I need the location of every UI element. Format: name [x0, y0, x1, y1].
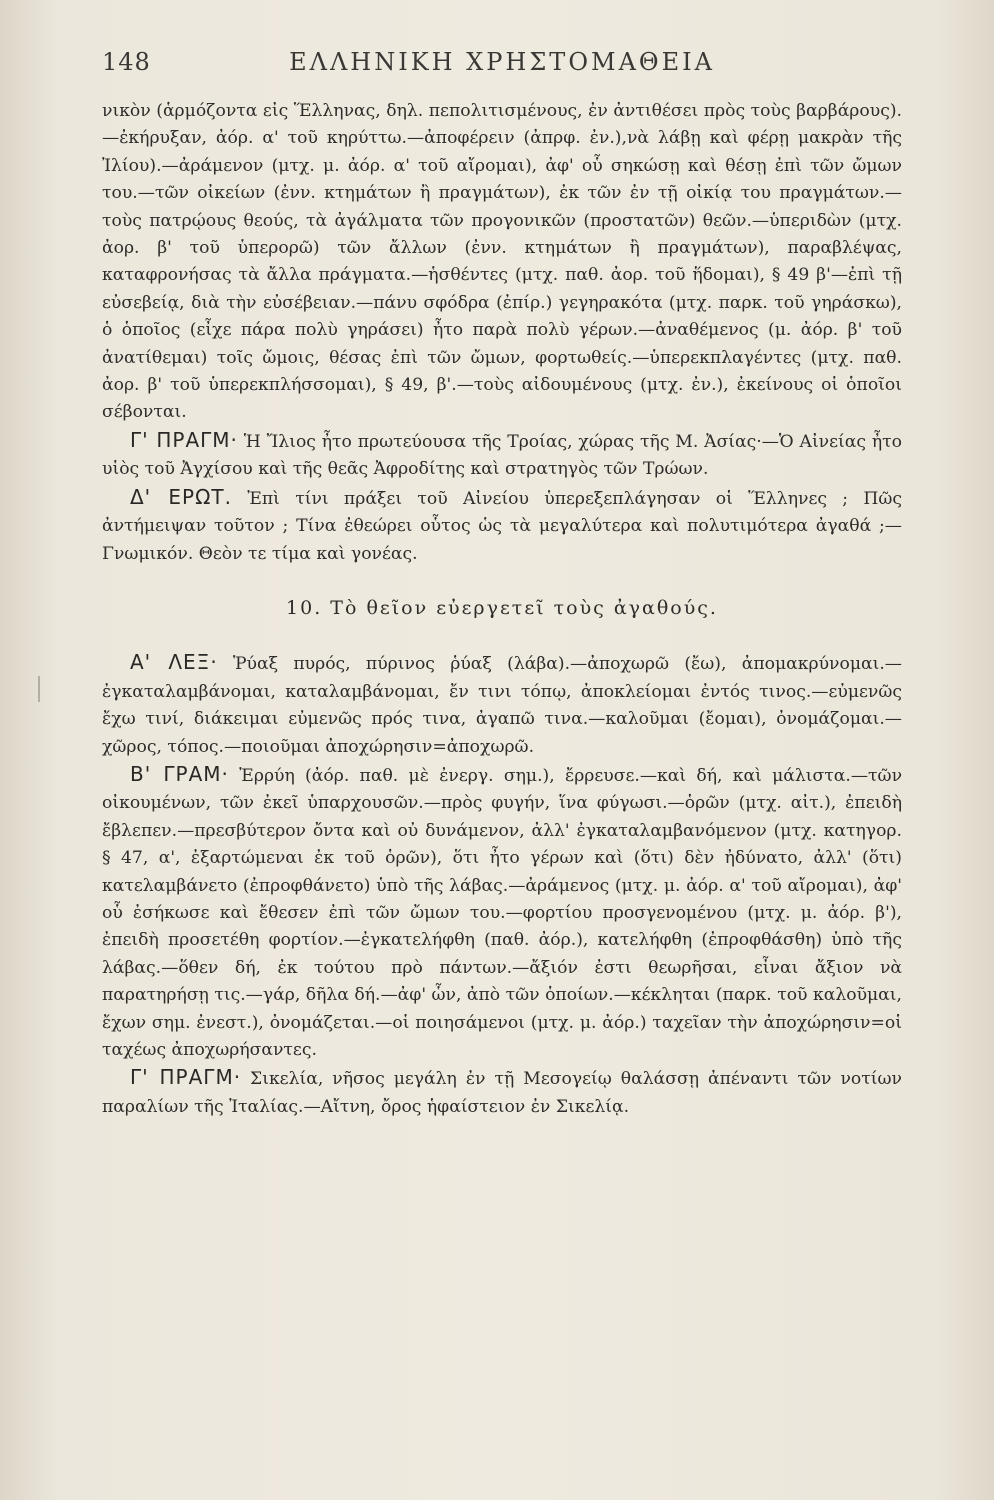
paragraph-questions: [102, 484, 902, 568]
running-title: ΕΛΛΗΝΙΚΗ ΧΡΗΣΤΟΜΑΘΕΙΑ: [289, 48, 715, 76]
paragraph-pragmatic-notes-1: [102, 427, 902, 484]
lex-text: Ῥύαξ πυρός, πύρινος ῥύαξ (λάβα).—ἀποχωρῶ (ἔω), ἀπομακρύνομαι.—ἐγκαταλαμβάνομαι, καταλαμβάνομαι, ἔν τινι τόπῳ, ἀποκλείομαι ἐντός τινος.—εὐμενῶς ἔχω τινί, διάκειμαι εὐμενῶς πρός τινα, ἀγαπῶ τινα.—καλοῦμαι (ἔομαι), ὀνομάζομαι.—χῶρος, τόπος.—ποιοῦμαι ἀποχώρησιν=ἀποχωρῶ.: [102, 654, 902, 757]
pragm-text-2: Σικελία, νῆσος μεγάλη ἐν τῇ Μεσογείῳ θαλάσσῃ ἀπέναντι τῶν νοτίων παραλίων τῆς Ἰταλίας.—Αἴτνη, ὄρος ἡφαίστειον ἐν Σικελίᾳ.: [102, 1069, 902, 1117]
paragraph-pragmatic-notes-2: [102, 1064, 902, 1121]
paragraph-lexical-notes: [102, 649, 902, 761]
paragraph-continued-notes: νικὸν (ἁρμόζοντα εἰς Ἕλληνας, δηλ. πεπολιτισμένους, ἐν ἀντιθέσει πρὸς τοὺς βαρβάρους).—ἐκήρυξαν, ἀόρ. α' τοῦ κηρύττω.—ἀποφέρειν (ἀπρφ. ἐν.),νὰ λάβῃ καὶ φέρῃ μακρὰν τῆς Ἰλίου).—ἀράμενον (μτχ. μ. ἀόρ. α' τοῦ αἴρομαι), ἀφ' οὗ σηκώσῃ καὶ θέσῃ ἐπὶ τῶν ὤμων του.—τῶν οἰκείων (ἐνν. κτημάτων ἢ πραγμάτων), ἐκ τῶν ἐν τῇ οἰκίᾳ του πραγμάτων.—τοὺς πατρῴους θεούς, τὰ ἀγάλματα τῶν προγονικῶν (προστατῶν) θεῶν.—ὑπεριδὼν (μτχ. ἀορ. β' τοῦ ὑπερορῶ) τῶν ἄλλων (ἐνν. κτημάτων ἢ πραγμάτων), παραβλέψας, καταφρονήσας τὰ ἄλλα πράγματα.—ἡσθέντες (μτχ. παθ. ἀορ. τοῦ ἥδομαι), § 49 β'—ἐπὶ τῇ εὐσεβείᾳ, διὰ τὴν εὐσέβειαν.—πάνυ σφόδρα (ἐπίρ.) γεγηρακότα (μτχ. παρκ. τοῦ γηράσκω), ὁ ὁποῖος (εἶχε πάρα πολὺ γηράσει) ἦτο παρὰ πολὺ γέρων.—ἀναθέμενος (μ. ἀόρ. β' τοῦ ἀνατίθεμαι) τοῖς ὤμοις, θέσας ἐπὶ τῶν ὤμων, φορτωθείς.—ὑπερεκπλαγέντες (μτχ. παθ. ἀορ. β' τοῦ ὑπερεκπλήσσομαι), § 49, β'.—τοὺς αἰδουμένους (μτχ. ἐν.), ἐκείνους οἱ ὁποῖοι σέβονται.: [102, 101, 902, 423]
section-label-erot: Δ' ΕΡΩΤ.: [130, 484, 232, 509]
page-header: [102, 48, 902, 88]
erot-text: Ἐπὶ τίνι πράξει τοῦ Αἰνείου ὑπερεξεπλάγησαν οἱ Ἕλληνες ; Πῶς ἀντήμειψαν τοῦτον ; Τίνα ἐθεώρει οὗτος ὡς τὰ μεγαλύτερα καὶ πολυτιμότερα ἀγαθά ;—Γνωμικόν. Θεὸν τε τίμα καὶ γονέας.: [102, 488, 902, 564]
paragraph-grammar-notes: [102, 761, 902, 1064]
section-label-gram: Β' ΓΡΑΜ·: [130, 761, 229, 786]
section-label-lex: Α' ΛΕΞ·: [130, 650, 218, 675]
section-label-pragm-2: Γ' ΠΡΑΓΜ·: [130, 1065, 242, 1090]
page-number: 148: [102, 48, 151, 76]
main-text: [102, 98, 902, 1121]
section-title: 10. Τὸ θεῖον εὐεργετεῖ τοὺς ἀγαθούς.: [286, 596, 718, 619]
section-label-pragm: Γ' ΠΡΑΓΜ·: [130, 427, 238, 452]
margin-mark: [38, 676, 40, 702]
gram-text: Ἐρρύη (ἀόρ. παθ. μὲ ἐνεργ. σημ.), ἔρρευσε.—καὶ δή, καὶ μάλιστα.—τῶν οἰκουμένων, τῶν ἐκεῖ ὑπαρχουσῶν.—πρὸς φυγήν, ἵνα φύγωσι.—ὁρῶν (μτχ. αἰτ.), ἐπειδὴ ἔβλεπεν.—πρεσβύτερον ὄντα καὶ οὐ δυνάμενον, ἀλλ' ἐγκαταλαμβανόμενον (μτχ. κατηγορ. § 47, α', ἐξαρτώμεναι ἐκ τοῦ ὁρῶν), ὅτι ἦτο γέρων καὶ (ὅτι) δὲν ἠδύνατο, ἀλλ' (ὅτι) κατελαμβάνετο (ἐπροφθάνετο) ὑπὸ τῆς λάβας.—ἀράμενος (μτχ. μ. ἀόρ. α' τοῦ αἴρομαι), ἀφ' οὗ ἐσήκωσε καὶ ἔθεσεν ἐπὶ τῶν ὤμων του.—φορτίου προσγενομένου (μτχ. μ. ἀόρ. β'), ἐπειδὴ προσετέθη φορτίον.—ἐγκατελήφθη (παθ. ἀόρ.), κατελήφθη (ἐπροφθάσθη) ὑπὸ τῆς λάβας.—ὅθεν δή, ἐκ τούτου πρὸ πάντων.—ἄξιόν ἐστι θεωρῆσαι, εἶναι ἄξιον νὰ παρατηρήσῃ τις.—γάρ, δῆλα δή.—ἀφ' ὧν, ἀπὸ τῶν ὁποίων.—κέκληται (παρκ. τοῦ καλοῦμαι, ἔχων σημ. ἐνεστ.), ὀνομάζεται.—οἱ ποιησάμενοι (μτχ. μ. ἀόρ.) ταχεῖαν τὴν ἀποχώρησιν=οἱ ταχέως ἀποχωρήσαντες.: [102, 765, 903, 1060]
pragm-text: Ἡ Ἴλιος ἦτο πρωτεύουσα τῆς Τροίας, χώρας τῆς Μ. Ἀσίας·—Ὁ Αἰνείας ἦτο υἱὸς τοῦ Ἀγχίσου καὶ τῆς θεᾶς Ἀφροδίτης καὶ στρατηγὸς τῶν Τρώων.: [102, 431, 902, 480]
